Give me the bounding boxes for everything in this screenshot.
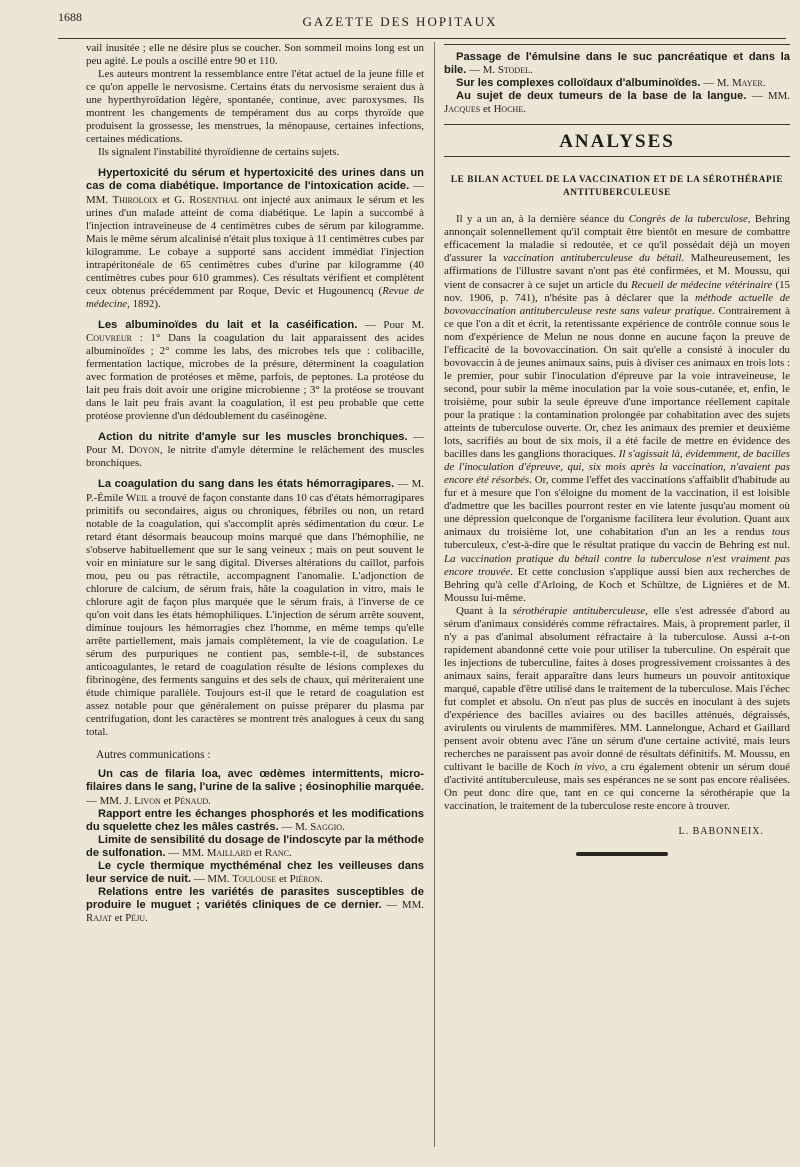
page-number: 1688 xyxy=(58,10,82,24)
communication-item xyxy=(86,808,424,834)
author-signature: L. BABONNEIX. xyxy=(678,826,764,838)
body-text: . Malheureusement, les affirmations de l'illustre savant n'ont pas été confirmées, et M. Moussu, qui vient de consacrer à ce sujet un article du xyxy=(444,252,790,291)
right-column xyxy=(444,42,790,856)
communication-item xyxy=(444,90,790,116)
body-text: , elle s'est adressée d'abord au sérum d'animaux considérés comme réfractaires. Mais, à proprement parler, il n'y a pas d'animal absolument réfractaire à la tuberculose. Aussi a-t-on rapidement abandonné cette voie pour utiliser la tuberculine. On espérait que les injections de tuberculine, faites à doses progressivement croissantes à des animaux sains, ferait apparaître dans leurs humeurs un pouvoir antitoxique marqué, capable d'être utilisé dans le traitement de la tuberculose. Mais l'échec fut complet et absolu. On n'eut pas plus de succès en inoculant à des sujets d'expérience des bacilles aviaires ou des bacilles atténués, dégraissés, avirulents ou virulents de mammifères. MM. Lannelongue, Achard et Gaillard pensent avoir obtenu avec l'âne un sérum d'une certaine activité, mais leurs recherches ne paraissent pas avoir donné de résultats définitifs. M. Moussu, en cultivant le bacille de Koch xyxy=(444,604,790,774)
author-name: Couvreur xyxy=(86,331,132,344)
body-text: . xyxy=(320,872,323,885)
other-communications-heading: Autres communications : xyxy=(96,749,211,762)
body-text: — MM. J. xyxy=(86,794,135,807)
author-name: Doyon xyxy=(128,444,160,457)
left-column xyxy=(86,42,424,925)
italic-text: Congrès de la tuberculose xyxy=(628,213,748,226)
author-name: Livon xyxy=(134,794,161,807)
body-text: , a cru également obtenir un sérum doué d'activité antituberculeuse, mais ses espérances ne se sont pas encore réalisées. On peut donc dire que, tant en ce qui concerne la sérothérapie que la vaccination, le traitement de la tuberculose reste encore à trouver. xyxy=(444,761,790,813)
body-text: et xyxy=(480,103,494,116)
section-rule xyxy=(444,124,790,125)
communication-item xyxy=(444,77,790,90)
body-text: et xyxy=(251,846,265,859)
author-name: Rajat xyxy=(86,911,112,924)
communication-item xyxy=(444,51,790,77)
italic-text: Recueil de médecine vétérinaire xyxy=(631,278,773,291)
communication-title: Action du nitrite d'amyle sur les muscles bronchiques. xyxy=(98,431,408,444)
body-text: . xyxy=(208,794,211,807)
italic-text: tous xyxy=(771,526,790,539)
article-paragraph xyxy=(444,605,790,814)
communication-title: Passage de l'émulsine dans le suc pancréatique et dans la bile. xyxy=(444,51,790,77)
body-text: : 1° Dans la coagulation du lait apparaissent des acides albuminoïdes ; 2° comme les labs, des microbes tels que : colibacille, fermentation lactique, microbes de la présure, déterminent la coagulation avec formation de protéoses et même, parfois, de peptones. La protéose du lait peu frais doit avoir une origine microbienne ; 3° la protéose se trouvant dans le lait peu frais avant la coagulation, il est peu probable que cette protéose provienne d'un dédoublement du caséinogène. xyxy=(86,331,424,423)
communication-albuminoides xyxy=(86,319,424,423)
body-text: — MM. xyxy=(381,898,424,911)
body-text: a trouvé de façon constante dans 10 cas d'états hémorragipares primitifs ou secondaires, aigus ou chroniques, fébriles ou non, un retard notable de la coagulation, qui s'accomplit après sédimentation du cœur. Le retard étant désormais beaucoup moins marqué que dans l'hémophilie, ne s'observe habituellement que sur le sang veineux ; mais on peut souvent le voir en miniature sur le sang digital. Diverses altérations du caillot, parfois mou, peu ou pas rétractile, accompagnent l'anomalie. L'adjonction de chlorure de calcium, de sérum frais, hâte la coagulation in vitro, mais le chlorure agit de façon plus marquée que le sérum frais, à l'inverse de ce qu'on voit dans les états hémophiliques. L'injection de sérum arrête souvent, diminue toujours les hémorragies chez l'homme, en même temps qu'elle arrête partiellement, mais jamais complètement, la vie de coagulation. Le sérum des purpuriques ne contient pas, semble-t-il, de substances anticoagulantes, le retard de coagulation résulte de lésions complexes du fibrinogène, des ferments sanguins et des sels de chaux, qui mériteraient une étude chimique parallèle. Toujours est-il que le retard de coagulation est assez notable pour que généralement on puisse préparer du plasma par centrifugation, dont les caractères se montrent très analogues à ceux du sang total. xyxy=(86,491,424,739)
end-ornament xyxy=(576,852,668,856)
article-paragraph xyxy=(444,213,790,604)
communication-title: Au sujet de deux tumeurs de la base de la langue. xyxy=(456,90,747,103)
body-text: tuberculeux, c'est-à-dire que le résultat pratique du vaccin de Behring est nul. xyxy=(444,539,790,552)
author-name: Mayer xyxy=(731,77,763,90)
communication-title: Les albuminoïdes du lait et la caséification. xyxy=(98,318,358,331)
body-text: — M. xyxy=(466,64,498,77)
body-text: et G. xyxy=(157,193,190,206)
italic-text: méthode actuelle de bovovaccination antituberculeuse reste sans valeur pratique xyxy=(444,291,790,317)
author-name: Pénaud xyxy=(174,794,209,807)
body-text: — M. xyxy=(700,77,732,90)
body-text: et xyxy=(276,872,290,885)
source-reference: Revue de médecine xyxy=(86,284,424,310)
header-rule xyxy=(58,38,786,39)
body-text: . xyxy=(523,103,526,116)
communication-title: Rapport entre les échanges phosphorés et les modifications du squelette chez les mâles castrés. xyxy=(86,807,424,833)
body-text: — MM. xyxy=(746,90,790,103)
author-name: Rosenthal xyxy=(189,193,239,206)
body-text: . Contrairement à ce que l'on a dit et écrit, la retentissante expérience de contrôle connue sous le nom d'expérience de Melun ne nous donne en aucune façon la preuve de l'efficacité de la bovovaccination. On sait qu'elle a consisté à inoculer du bovovaccin à de jeunes animaux sains, puis à diviser ces animaux en trois lots : le premier, pour subir l'inoculation d'épreuve par la voie intraveineuse, le second, pour subir la même inoculation par la voie sous-cutanée, et, enfin, le troisième, pour subir la seule épreuve d'une importance réellement capitale pour la pratique : la contamination prolongée par cohabitation avec des sujets atteints de tuberculose ouverte. Or, chez les animaux des premier et deuxième lots, sacrifiés au bout de six mois, il a été facile de mettre en évidence des bacilles dans les ganglions thoraciques. xyxy=(444,304,791,461)
body-text: . Or, comme l'effet des vaccinations s'affaiblit d'habitude au fur et à mesure que l'on s'éloigne du moment de la vaccination, il est loisible d'admettre que les bacilles pourront rester en vie latente jusqu'au moment où une dépression quelconque de l'organisme facilitera leur évolution. Quant aux animaux du troisième lot, une cohabitation d'un an les a rendus xyxy=(444,474,790,539)
italic-text: La vaccination pratique du bétail contre la tuberculose n'est vraiment pas encore trouvée xyxy=(444,552,790,578)
section-rule xyxy=(444,156,790,157)
intro-paragraph: Les auteurs montrent la ressemblance entre l'état actuel de la jeune fille et ce qu'on appelle le nervosisme. Certains états du nervosisme seraient dus à une hyperthyroïdation légère, spontanée, continue, avec paroxysmes. Ils montrent les changements de tempérament dus au corps thyroïde que produisent la grossesse, les menstrues, la ménopause, certaines infections, certaines médications. xyxy=(86,68,424,146)
communication-item xyxy=(86,834,424,860)
communication-item xyxy=(86,768,424,807)
communication-title: Hypertoxicité du sérum et hypertoxicité des urines dans un cas de coma diabétique. Importance de l'intoxication acide. xyxy=(86,167,424,193)
body-text: , le nitrite d'amyle détermine le relâchement des muscles bronchiques. xyxy=(86,444,424,470)
body-text: . xyxy=(342,820,345,833)
body-text: ont injecté aux animaux le sérum et les urines d'un malade atteint de coma diabétique. Le lapin a succombé à l'injection intraveineuse de 4 centimètres cubes de sérum par kilogramme. Mais le même sérum alcalinisé n'était plus toxique à 11 centimètres cubes par kilogramme. Le cobaye a supporté sans accident immédiat l'injection intrapéritonéale de 65 centimètres cubes d'urine par kilogramme (40 centimètres cubes pour 610 grammes). Ces résultats vérifient et complètent ceux obtenus précédemment par Roque, Devic et Hugounencq ( xyxy=(86,193,425,297)
body-text: Quant à la xyxy=(456,604,513,617)
body-text: — MM. xyxy=(86,180,424,206)
communication-title: Limite de sensibilité du dosage de l'indoscyte par la méthode de sulfonation. xyxy=(86,833,424,859)
column-top-rule xyxy=(444,44,790,45)
column-divider xyxy=(434,42,435,1147)
communication-item xyxy=(86,886,424,925)
author-name: Weil xyxy=(125,491,149,504)
analyses-heading: ANALYSES xyxy=(559,131,675,153)
body-text: (15 nov. 1906, p. 741), n'hésite pas à déclarer que la xyxy=(444,278,790,304)
body-text: — Pour M. xyxy=(86,431,424,457)
body-text: . xyxy=(530,64,533,77)
body-text: Il y a un an, à la dernière séance du xyxy=(456,213,629,226)
body-text: . xyxy=(145,911,148,924)
italic-text: sérothérapie antituberculeuse xyxy=(512,604,646,617)
author-name: Saggio xyxy=(310,820,343,833)
communication-title: Sur les complexes colloïdaux d'albuminoïdes. xyxy=(456,77,701,90)
body-text: et xyxy=(111,911,126,924)
author-name: Thiroloix xyxy=(112,193,158,206)
author-name: Stodel xyxy=(497,64,530,77)
body-text: — M. P.-Émile xyxy=(86,478,424,504)
author-name: Péju xyxy=(125,911,146,924)
communication-title: Un cas de filaria loa, avec œdèmes intermittents, micro-filaires dans le sang, l'urine de la salive ; éosinophilie marquée. xyxy=(86,768,424,794)
author-name: Hoche xyxy=(493,103,524,116)
article-title: LE BILAN ACTUEL DE LA VACCINATION ET DE LA SÉROTHÉRAPIE ANTITUBERCULEUSE xyxy=(450,174,784,198)
communication-title: La coagulation du sang dans les états hémorragipares. xyxy=(98,478,395,491)
body-text: — MM. xyxy=(191,872,233,885)
body-text: — MM. xyxy=(165,846,207,859)
author-name: Maillard xyxy=(206,846,252,859)
communication-coagulation xyxy=(86,478,424,739)
body-text: . xyxy=(762,77,766,90)
author-name: Ranc xyxy=(264,846,289,859)
body-text: et xyxy=(160,794,175,807)
italic-text: in vivo xyxy=(573,761,605,774)
body-text: , 1892). xyxy=(127,297,161,310)
body-text: — M. xyxy=(278,820,311,833)
author-name: Toulouse xyxy=(232,872,277,885)
intro-paragraph: vail inusitée ; elle ne désire plus se coucher. Son sommeil moins long est un peu agité. Le pouls a oscillé entre 90 et 110. xyxy=(86,42,424,68)
running-head: GAZETTE DES HOPITAUX xyxy=(302,14,498,29)
author-name: Piéron xyxy=(289,872,321,885)
body-text: , Behring annonçait solennellement qu'il comptait être bientôt en mesure de combattre efficacement la maladie si redoutée, et ce qu'il possédait déjà un moyen d'assurer la xyxy=(444,213,790,265)
communication-nitrite-amyle xyxy=(86,431,424,470)
communication-hypertoxicite xyxy=(86,167,424,311)
italic-text: vaccination antituberculeuse du bétail xyxy=(503,252,682,265)
body-text: — Pour M. xyxy=(357,318,424,331)
intro-paragraph: Ils signalent l'instabilité thyroïdienne de certains sujets. xyxy=(98,146,340,159)
author-name: Jacques xyxy=(444,103,481,116)
body-text: . xyxy=(288,846,292,859)
body-text: . Et cette conclusion s'applique aussi bien aux recherches de Behring qu'à celle d'Arloing, de Koch et Schültze, de Lignières et de M. Moussu lui-même. xyxy=(444,565,791,604)
italic-text: Il s'agissait là, évidemment, de bacilles de l'inoculation d'épreuve, qui, six mois après la vaccination, n'avaient pas encore été résorbés xyxy=(444,448,790,487)
communication-title: Le cycle thermique mycthéménal chez les veilleuses dans leur service de nuit. xyxy=(86,859,424,885)
communication-title: Relations entre les variétés de parasites susceptibles de produire le muguet ; variétés cliniques de ce dernier. xyxy=(86,885,424,911)
communication-item xyxy=(86,860,424,886)
